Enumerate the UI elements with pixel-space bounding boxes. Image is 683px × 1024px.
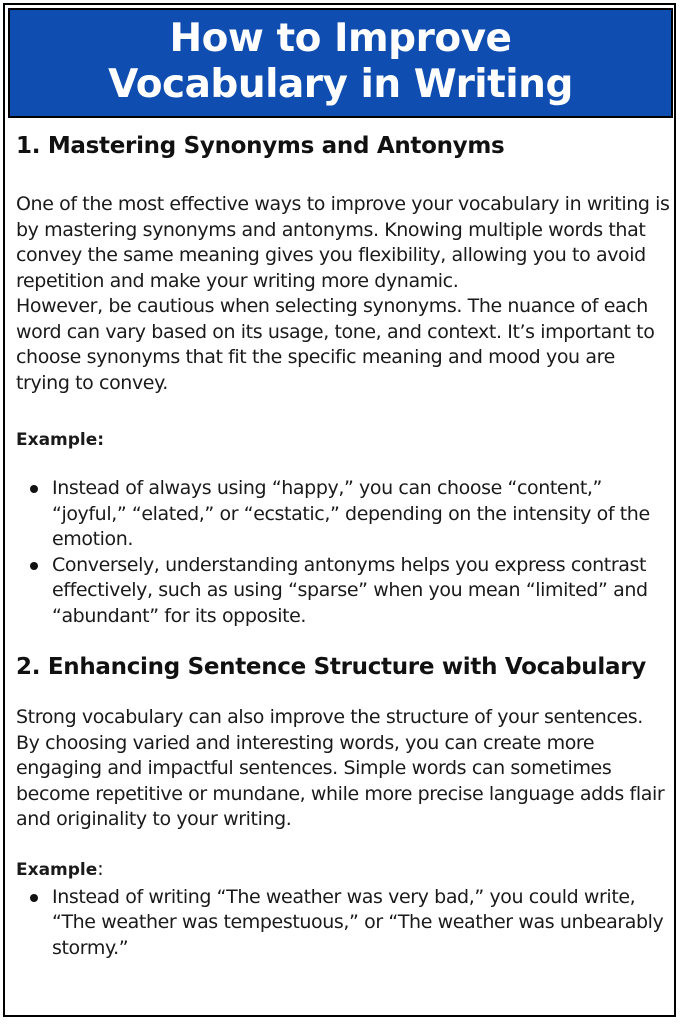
bullet-icon <box>30 894 38 902</box>
section-1-example-label: Example: <box>16 430 105 450</box>
section-2-example-label-text: Example <box>16 859 98 880</box>
section-2-heading: 2. Enhancing Sentence Structure with Vocabulary <box>16 654 646 680</box>
bullet-icon <box>30 562 38 570</box>
list-item-text: Instead of writing “The weather was very bad,” you could write, “The weather was tempestuous,” or “The weather was unbearably stormy.” <box>52 885 664 959</box>
section-2-example-label <box>16 857 671 883</box>
section-1-bullet-list <box>16 476 671 629</box>
article-body <box>16 130 671 961</box>
bullet-icon <box>30 485 38 493</box>
list-item <box>16 476 671 553</box>
list-item-text: Instead of always using “happy,” you can choose “content,” “joyful,” “elated,” or “ecstatic,” depending on the intensity of the emotion. <box>52 477 650 550</box>
list-item-text: Conversely, understanding antonyms helps you express contrast effectively, such as using “sparse” when you mean “limited” and “abundant” for its opposite. <box>52 553 648 627</box>
page-title-line-1: How to Improve <box>169 15 512 61</box>
section-1-paragraph-2: However, be cautious when selecting synonyms. The nuance of each word can vary based on its usage, tone, and context. It’s important to choose synonyms that fit the specific meaning and mood you are trying to convey. <box>16 295 655 394</box>
section-1-heading: 1. Mastering Synonyms and Antonyms <box>16 133 505 159</box>
list-item <box>16 885 671 962</box>
page-title <box>108 16 573 108</box>
title-banner <box>8 8 673 118</box>
page-title-line-2: Vocabulary in Writing <box>108 61 573 107</box>
section-2-bullet-list <box>16 885 671 962</box>
section-1-paragraph-1: One of the most effective ways to improve your vocabulary in writing is by mastering synonyms and antonyms. Knowing multiple words that convey the same meaning gives you flexibility, allowing you to avoid repetition and make your writing more dynamic. <box>16 193 670 292</box>
section-2-paragraph-1: Strong vocabulary can also improve the structure of your sentences. By choosing varied and interesting words, you can create more engaging and impactful sentences. Simple words can sometimes become repetitive or mundane, while more precise language adds flair and originality to your writing. <box>16 706 665 830</box>
section-2-example-colon: : <box>97 857 104 880</box>
list-item <box>16 553 671 630</box>
